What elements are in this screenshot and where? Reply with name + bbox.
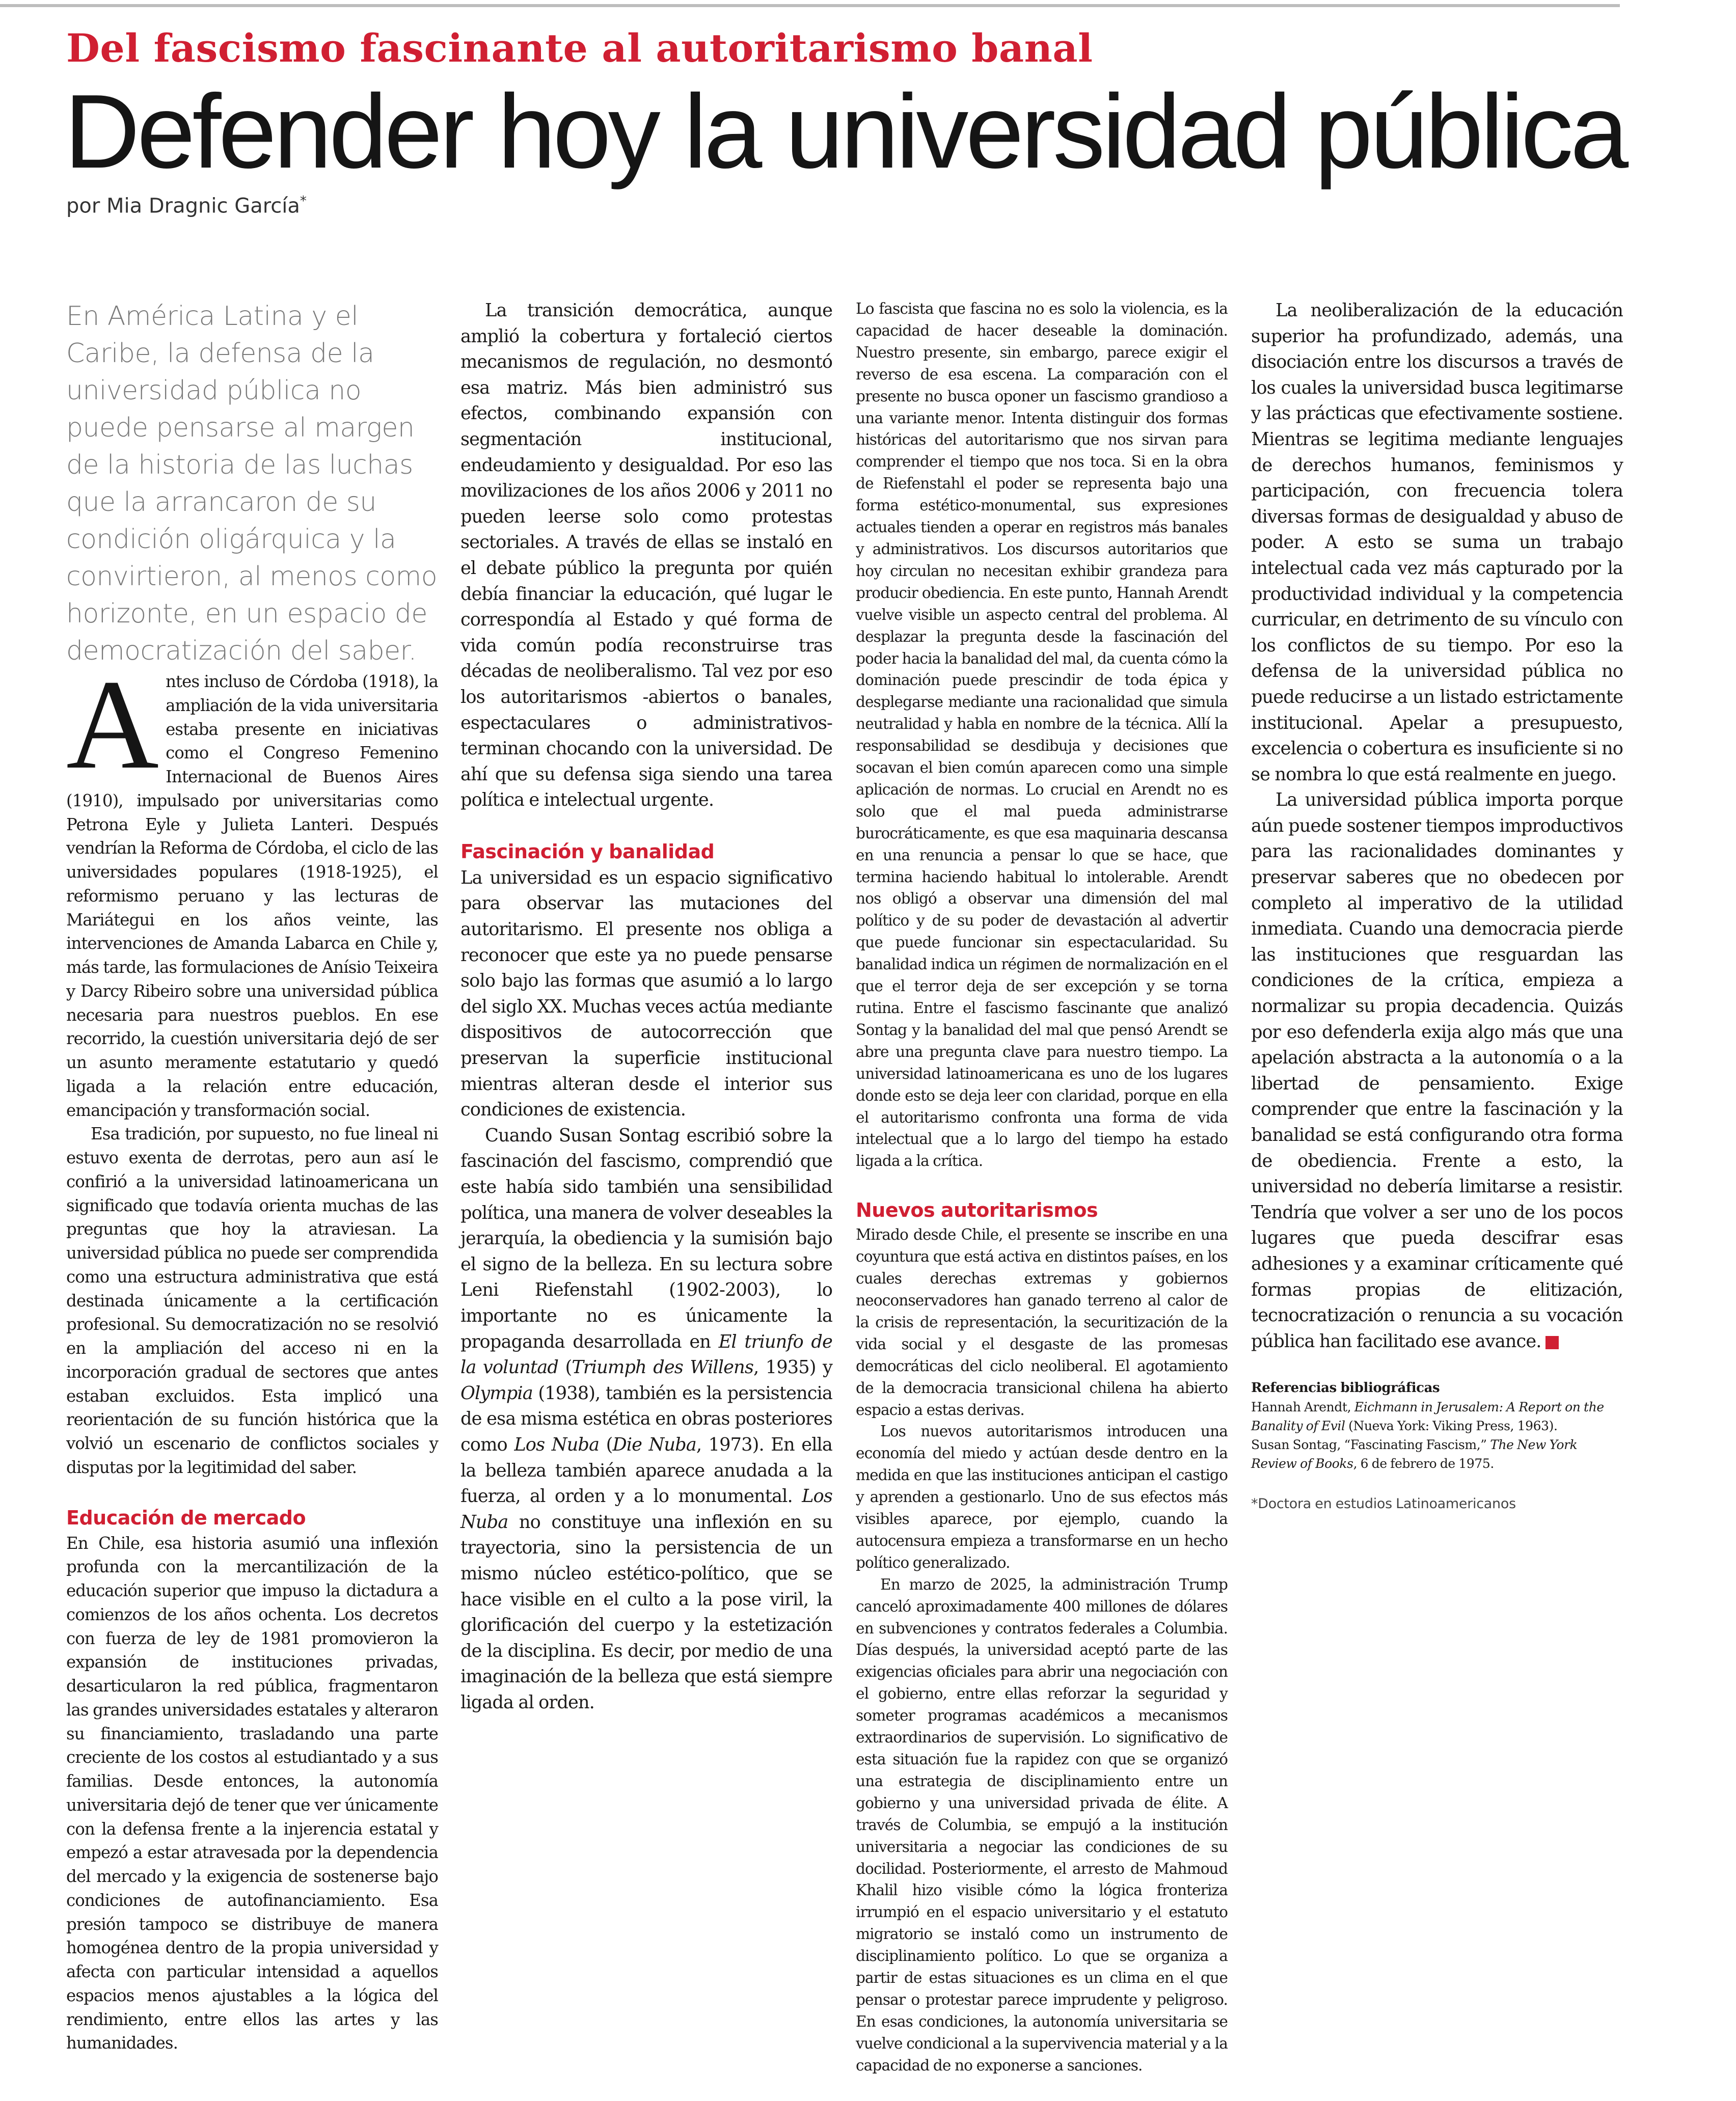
column-4 <box>1251 298 1623 1517</box>
film-title-olympia: Olympia <box>460 1382 533 1404</box>
byline-text: por Mia Dragnic García <box>66 194 300 218</box>
kicker: Del fascismo fascinante al autoritarismo banal <box>66 25 1093 71</box>
paragraph-1 <box>66 653 438 1122</box>
paragraph-6 <box>460 1123 832 1716</box>
ref1-author: Hannah Arendt, <box>1251 1400 1354 1415</box>
top-rule <box>0 4 1620 7</box>
book-title-die-nuba: Die Nuba <box>612 1434 696 1455</box>
paragraph-4: La transición democrática, aunque amplió la cobertura y fortaleció ciertos mecanismos de regulación, no desmontó esa matriz. Más bien administró sus efectos, combinando expansión con segmentación institucional, endeudamiento y desigualdad. Por eso las movilizaciones de los años 2006 y 2011 no pueden leerse solo como protestas sectoriales. A través de ellas se instaló en el debate público la pregunta por quién debía financiar la educación, qué lugar le correspondía al Estado y qué forma de vida común podía reconstruirse tras décadas de neoliberalismo. Tal vez por eso los autoritarismos -abiertos o banales, espectaculares o administrativos- terminan chocando con la universidad. De ahí que su defensa siga siendo una tarea política e intelectual urgente. <box>460 300 832 811</box>
paragraph-3: En Chile, esa historia asumió una inflexión profunda con la mercantilización de la educación superior que impuso la dictadura a comienzos de los años ochenta. Los decretos con fuerza de ley de 1981 promovieron la expansión de instituciones privadas, desarticularon la red pública, fragmentaron las grandes universidades estatales y alteraron su financiamiento, trasladando una parte creciente de los costos al estudiantado y a sus familias. Desde entonces, la autonomía universitaria dejó de tener que ver únicamente con la defensa frente a la injerencia estatal y empezó a estar atravesada por la dependencia del mercado y la exigencia de sostenerse bajo condiciones de autofinanciamiento. Esa presión tampoco se distribuye de manera homogénea dentro de la propia universidad y afecta con particular intensidad a aquellos espacios menos ajustables a la lógica del rendimiento, entre ellos las artes y las humanidades. <box>66 1533 438 2053</box>
book-title-los-nuba: Los Nuba <box>514 1434 600 1455</box>
paragraph-1-text: ntes incluso de Córdoba (1918), la ampliación de la vida universitaria estaba presente en iniciativas como el Congreso Femenino Internacional de Buenos Aires (1910), impulsado por universitarias como Petrona Eyle y Julieta Lanteri. Después vendrían la Reforma de Córdoba, el ciclo de las universidades populares (1918-1925), el reformismo peruano y las lecturas de Mariátegui en los años veinte, las intervenciones de Amanda Labarca en Chile y, más tarde, las formulaciones de Anísio Teixeira y Darcy Ribeiro sobre una universidad pública necesaria para nuestros pueblos. En ese recorrido, la cuestión universitaria dejó de ser un asunto meramente estatutario y quedó ligada a la relación entre educación, emancipación y transformación social. <box>66 672 438 1120</box>
subhead-fascinacion-y-banalidad: Fascinación y banalidad <box>460 840 715 863</box>
p6-text-f: , 1973). En ella la belleza también aparece anudada a la fuerza, al orden y a lo monumental. <box>460 1434 832 1507</box>
byline <box>66 194 307 217</box>
reference-1 <box>1251 1398 1623 1435</box>
lead-paragraph: En América Latina y el Caribe, la defensa de la universidad pública no puede pensarse al margen de la historia de las luchas que la arrancaron de su condición oligárquica y la convirtieron, al menos como horizonte, en un espacio de democratización del saber. <box>66 301 438 666</box>
p6-text-b: ( <box>558 1357 572 1378</box>
byline-marker: * <box>300 194 307 209</box>
column-1 <box>66 298 438 2055</box>
end-mark-icon <box>1545 1336 1559 1349</box>
references <box>1251 1379 1623 1473</box>
ref1-pub: (Nueva York: Viking Press, 1963). <box>1345 1418 1558 1434</box>
subhead-educacion-de-mercado: Educación de mercado <box>66 1506 306 1529</box>
ref2-author: Susan Sontag, “Fascinating Fascism,” <box>1251 1437 1490 1453</box>
film-title-triunfo: El triunfo de la voluntad <box>460 1331 832 1378</box>
paragraph-12 <box>1251 787 1623 1354</box>
references-heading: Referencias bibliográficas <box>1251 1380 1440 1396</box>
reference-2 <box>1251 1435 1623 1473</box>
column-2 <box>460 298 832 1715</box>
p6-text-c: , 1935) y <box>753 1357 832 1378</box>
paragraph-11: La neoliberalización de la educación superior ha profundizado, además, una disociación entre los discursos a través de los cuales la universidad busca legitimarse y las prácticas que efectivamente sostiene. Mientras se legitima mediante lenguajes de derechos humanos, feminismos y participación, con frecuencia tolera diversas formas de desigualdad y abuso de poder. A esto se suma un trabajo intelectual cada vez más capturado por la productividad individual y la competencia curricular, en detrimento de su vínculo con los conflictos de su tiempo. Por eso la defensa de la universidad pública no puede reducirse a un listado estrictamente institucional. Apelar a presupuesto, excelencia o cobertura es insuficiente si no se nombra lo que está realmente en juego. <box>1251 300 1623 785</box>
p6-text-e: ( <box>599 1434 613 1455</box>
headline: Defender hoy la universidad pública <box>64 73 1626 190</box>
paragraph-2: Esa tradición, por supuesto, no fue lineal ni estuvo exenta de derrotas, pero aun así le confirió a la universidad latinoamericana un significado que todavía orienta muchas de las preguntas que hoy la atraviesan. La universidad pública no puede ser comprendida como una estructura administrativa que está destinada únicamente a la certificación profesional. Su democratización no se resolvió en la ampliación del acceso ni en la incorporación gradual de sectores que antes estaban excluidos. Esta implicó una reorientación de su función histórica que la volvió un escenario de conflictos sociales y disputas por la legitimidad del saber. <box>66 1124 438 1477</box>
paragraph-12-text: La universidad pública importa porque aún puede sostener tiempos improductivos para las racionalidades dominantes y preservar saberes que no obedecen por completo al imperativo de la utilidad inmediata. Cuando una democracia pierde las instituciones que resguardan las condiciones de la crítica, empieza a normalizar su propia decadencia. Quizás por eso defenderla exija algo más que una apelación abstracta a la autonomía o a la libertad de pensamiento. Exige comprender que entre la fascinación y la banalidad se está configurando otra forma de obediencia. Frente a esto, la universidad no debería limitarse a resistir. Tendría que volver a ser uno de los pocos lugares que pueda descifrar esas adhesiones y a examinar críticamente qué formas propias de elitización, tecnocratización o renuncia a su vocación pública han facilitado ese avance. <box>1251 789 1623 1352</box>
paragraph-10: En marzo de 2025, la administración Trump canceló aproximadamente 400 millones de dólares en subvenciones y contratos federales a Columbia. Días después, la universidad aceptó parte de las exigencias oficiales para abrir una negociación con el gobierno, entre ellas reforzar la seguridad y someter programas académicos a mecanismos extraordinarios de supervisión. Lo significativo de esta situación fue la rapidez con que se organizó una estrategia de disciplinamiento entre un gobierno y una universidad privada de élite. A través de Columbia, se empujó a la institución universitaria a negociar las condiciones de su docilidad. Posteriormente, el arresto de Mahmoud Khalil hizo visible cómo la lógica fronteriza irrumpió en el espacio universitario y el estatuto migratorio se instaló como un instrumento de disciplinamiento político. Lo que se organiza a partir de estas situaciones es un clima en el que pensar o protestar parece imprudente y peligroso. En esas condiciones, la autonomía universitaria se vuelve condicional a la supervivencia material y a la capacidad de no exponerse a sanciones. <box>856 1575 1228 2074</box>
ref1-title: Eichmann in Jerusalem: A Report on the Banality of Evil <box>1251 1400 1604 1434</box>
drop-cap: A <box>66 653 159 796</box>
book-title-los-nuba-2: Los Nuba <box>460 1486 832 1533</box>
paragraph-9: Los nuevos autoritarismos introducen una economía del miedo y actúan desde dentro en la medida en que las instituciones anticipan el castigo y aprenden a gestionarlo. Uno de sus efectos más visibles aparece, por ejemplo, cuando la autocensura empieza a transformarse en un hecho político generalizado. <box>856 1423 1228 1571</box>
ref2-title: The New York Review of Books <box>1251 1437 1578 1471</box>
p6-text-a: Cuando Susan Sontag escribió sobre la fascinación del fascismo, comprendió que este había sido también una sensibilidad política, una manera de volver deseables la jerarquía, la obediencia y la sumisión bajo el signo de la belleza. En su lectura sobre Leni Riefenstahl (1902-2003), lo importante no es únicamente la propaganda desarrollada en <box>460 1125 832 1352</box>
paragraph-8: Mirado desde Chile, el presente se inscribe en una coyuntura que está activa en distintos países, en los cuales derechas extremas y gobiernos neoconservadores han ganado terreno al calor de la crisis de representación, la securitización de la vida social y el desgaste de las promesas democráticas del ciclo neoliberal. El agotamiento de la democracia transicional chilena ha abierto espacio a estas derivas. <box>856 1226 1228 1418</box>
ref2-pub: , 6 de febrero de 1975. <box>1353 1456 1494 1471</box>
column-3 <box>856 298 1228 2077</box>
paragraph-5: La universidad es un espacio significativo para observar las mutaciones del autoritarismo. El presente nos obliga a reconocer que este ya no puede pensarse solo bajo las formas que asumió a lo largo del siglo XX. Muchas veces actúa mediante dispositivos de autocorrección que preservan la superficie institucional mientras alteran desde el interior sus condiciones de existencia. <box>460 867 832 1121</box>
film-title-triumph: Triumph des Willens <box>572 1357 753 1378</box>
p6-text-g: no constituye una inflexión en su trayectoria, sino la persistencia de un mismo núcleo estético-político, que se hace visible en el culto a la pose viril, la glorificación del cuerpo y la estetización de la disciplina. Es decir, por medio de una imaginación de la belleza que está siempre ligada al orden. <box>460 1511 832 1713</box>
paragraph-7-continued: Lo fascista que fascina no es solo la violencia, es la capacidad de hacer deseable la dominación. Nuestro presente, sin embargo, parece exigir el reverso de esa escena. La comparación con el presente no busca oponer un fascismo grandioso a una variante menor. Intenta distinguir dos formas históricas del autoritarismo que nos sirvan para comprender el tiempo que nos toca. Si en la obra de Riefenstahl el poder se representa bajo una forma estético-monumental, sus expresiones actuales tienden a operar en registros más banales y administrativos. Los discursos autoritarios que hoy circulan no necesitan exhibir grandeza para producir obediencia. En este punto, Hannah Arendt vuelve visible un aspecto central del problema. Al desplazar la pregunta desde la fascinación del poder hacia la banalidad del mal, da cuenta cómo la dominación puede prescindir de toda épica y desplegarse mediante una racionalidad que simula neutralidad y habla en nombre de la técnica. Allí la responsabilidad se desdibuja y decisiones que socavan el bien común aparecen como una simple aplicación de normas. Lo crucial en Arendt no es solo que el mal pueda administrarse burocráticamente, es que esa maquinaria descansa en una renuncia a pensar lo que se hace, que termina haciendo habitual lo intolerable. Arendt nos obligó a observar una dimensión del mal político y de su poder de devastación al advertir que puede funcionar sin espectacularidad. Su banalidad indica un régimen de normalización en el que el terror deja de ser excepción y se torna rutina. Entre el fascismo fascinante que analizó Sontag y la banalidad del mal que pensó Arendt se abre una pregunta clave para nuestro tiempo. La universidad latinoamericana es uno de los lugares donde esto se deja leer con claridad, porque en ella el autoritarismo confronta una forma de vida intelectual que a lo largo del tiempo ha estado ligada a la crítica. <box>856 300 1228 1170</box>
author-footnote: *Doctora en estudios Latinoamericanos <box>1251 1496 1516 1512</box>
p6-text-d: (1938), también es la persistencia de esa misma estética en obras posteriores como <box>460 1382 832 1455</box>
subhead-nuevos-autoritarismos: Nuevos autoritarismos <box>856 1199 1098 1222</box>
